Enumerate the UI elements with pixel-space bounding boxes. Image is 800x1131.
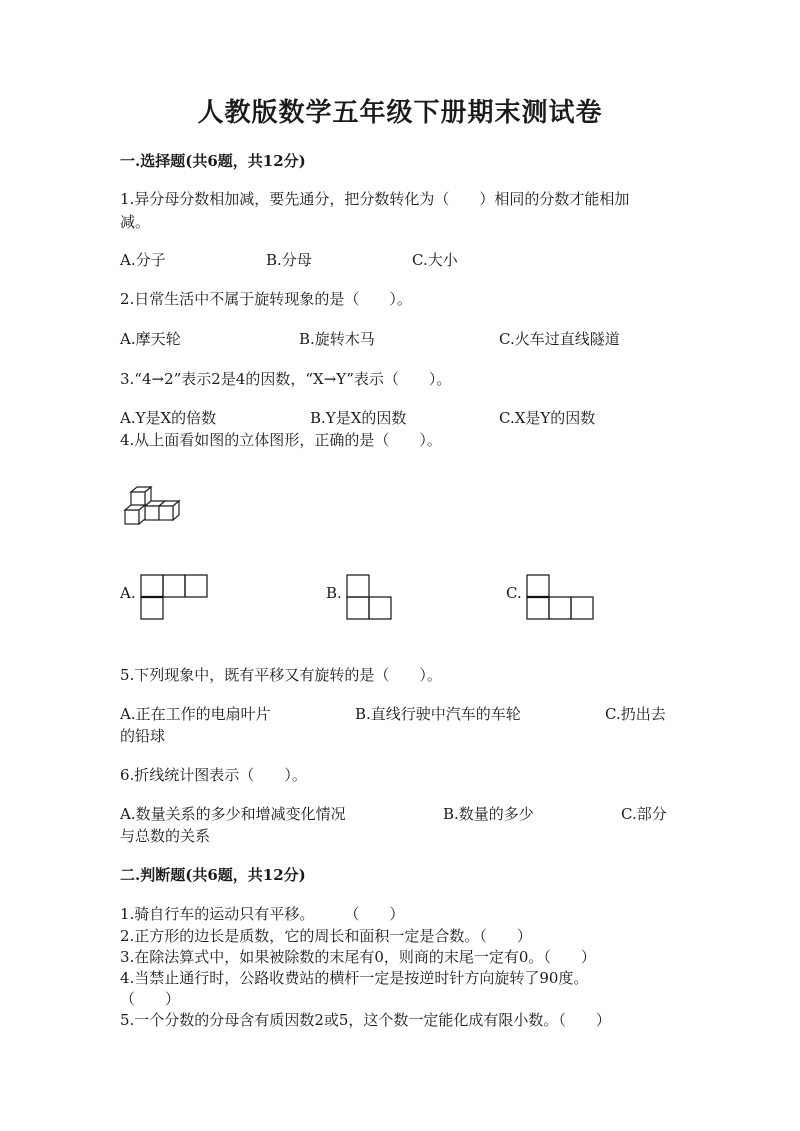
question-4-option-a: A. xyxy=(120,584,136,602)
question-5-text: 5.下列现象中，既有平移又有旋转的是（ ）。 xyxy=(120,666,442,684)
question-6-option-b: B.数量的多少 xyxy=(443,805,534,823)
question-4-text: 4.从上面看如图的立体图形，正确的是（ ）。 xyxy=(120,431,442,449)
question-6-option-c-cont: 与总数的关系 xyxy=(120,827,211,845)
question-5-option-a: A.正在工作的电扇叶片 xyxy=(120,705,271,723)
cube-stack-figure xyxy=(120,484,190,530)
option-b-shape xyxy=(346,574,396,622)
question-2-option-b: B.旋转木马 xyxy=(299,330,375,348)
question-3-option-b: B.Y是X的因数 xyxy=(310,409,407,427)
question-4-option-b: B. xyxy=(326,584,342,602)
question-2-option-c: C.火车过直线隧道 xyxy=(499,330,620,348)
judgement-item-2: 2.正方形的边长是质数，它的周长和面积一定是合数。（ ） xyxy=(120,927,532,945)
section-heading-judgement: 二.判断题(共6题，共12分) xyxy=(120,866,306,884)
judgement-item-4: 4.当禁止通行时，公路收费站的横杆一定是按逆时针方向旋转了90度。 xyxy=(120,969,589,987)
question-1-text-cont: 减。 xyxy=(120,213,151,231)
question-1-option-c: C.大小 xyxy=(412,251,458,269)
question-1-option-a: A.分子 xyxy=(120,251,166,269)
option-c-shape xyxy=(526,574,596,622)
question-3-option-a: A.Y是X的倍数 xyxy=(120,409,217,427)
judgement-item-5: 5.一个分数的分母含有质因数2或5，这个数一定能化成有限小数。（ ） xyxy=(120,1011,611,1029)
question-6-option-c: C.部分 xyxy=(621,805,667,823)
question-5-option-b: B.直线行驶中汽车的车轮 xyxy=(355,705,521,723)
question-3-text: 3.“4→2”表示2是4的因数，“X→Y”表示（ ）。 xyxy=(120,370,452,388)
question-6-text: 6.折线统计图表示（ ）。 xyxy=(120,766,307,784)
question-5-option-c-cont: 的铅球 xyxy=(120,727,166,745)
question-1-option-b: B.分母 xyxy=(266,251,312,269)
question-6-option-a: A.数量关系的多少和增减变化情况 xyxy=(120,805,346,823)
judgement-item-4-cont: （ ） xyxy=(120,990,181,1008)
question-2-text: 2.日常生活中不属于旋转现象的是（ ）。 xyxy=(120,290,412,308)
exam-title: 人教版数学五年级下册期末测试卷 xyxy=(197,98,603,128)
judgement-item-1: 1.骑自行车的运动只有平移。 （ ） xyxy=(120,905,405,923)
question-5-option-c: C.扔出去 xyxy=(605,705,666,723)
option-a-shape xyxy=(140,574,210,622)
judgement-item-3: 3.在除法算式中，如果被除数的末尾有0，则商的末尾一定有0。（ ） xyxy=(120,948,596,966)
question-2-option-a: A.摩天轮 xyxy=(120,330,181,348)
question-3-option-c: C.X是Y的因数 xyxy=(499,409,596,427)
question-4-option-c: C. xyxy=(506,584,522,602)
section-heading-choice: 一.选择题(共6题，共12分) xyxy=(120,152,306,170)
question-1-text: 1.异分母分数相加减，要先通分，把分数转化为（ ）相同的分数才能相加 xyxy=(120,190,630,208)
